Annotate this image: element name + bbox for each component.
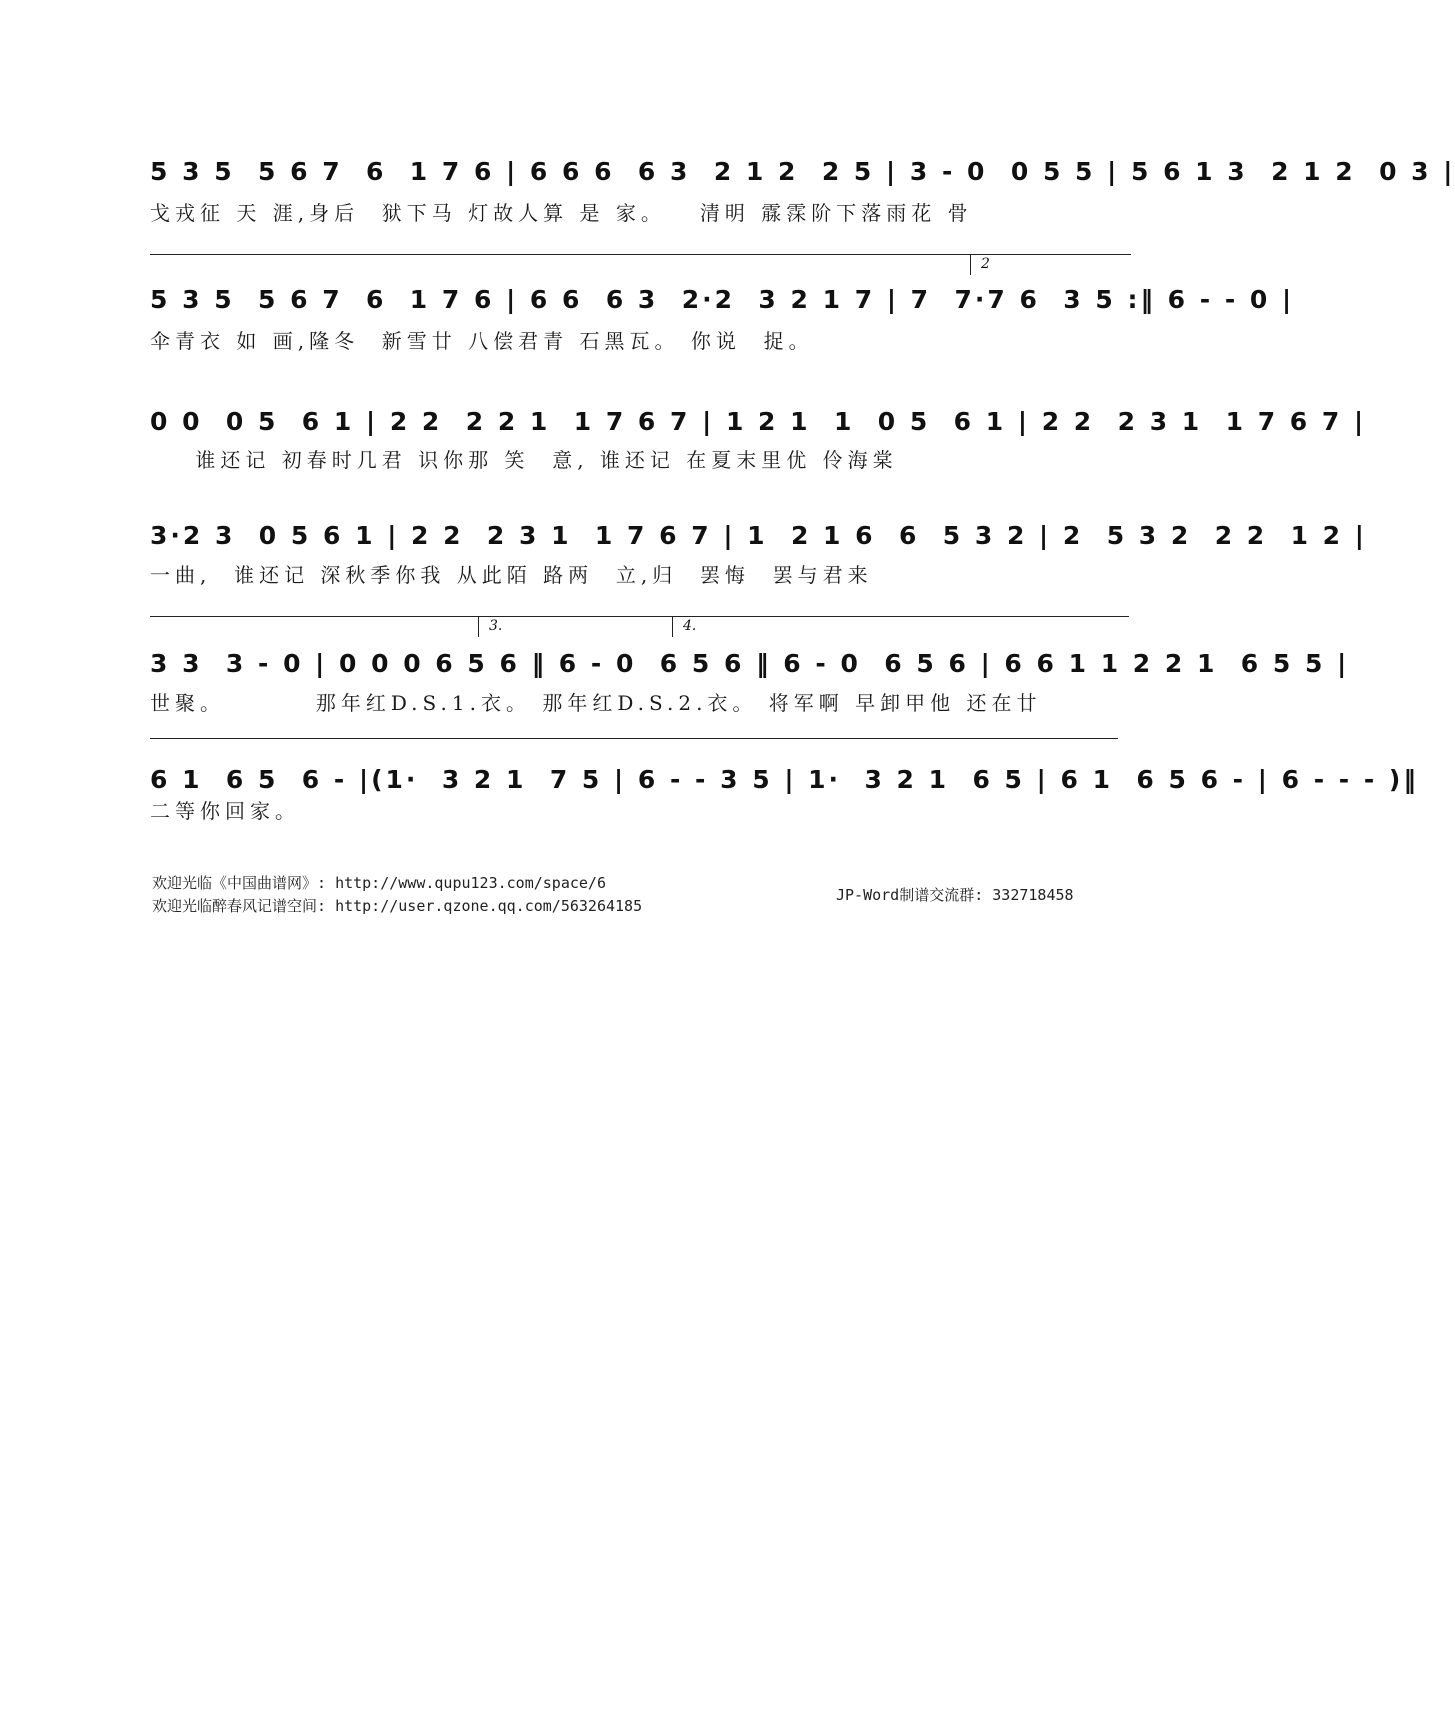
volta-bracket-4: 4. <box>672 616 1129 637</box>
lyric-line-2: 伞青衣 如 画,隆冬 新雪廿 八偿君青 石黑瓦。 你说 捉。 <box>150 329 814 353</box>
footer-group-info: JP-Word制谱交流群: 332718458 <box>836 886 1074 904</box>
notation-line-6: 6 1 6 5 6 - |(1· 3 2 1 7 5 | 6 - - 3 5 | 1· 3 2 1 6 5 | 6 1 6 5 6 - | 6 - - - )‖ <box>150 765 1419 794</box>
notation-line-5: 3 3 3 - 0 | 0 0 0 6 5 6 ‖ 6 - 0 6 5 6 ‖ 6 - 0 6 5 6 | 6 6 1 1 2 2 1 6 5 5 | <box>150 649 1350 678</box>
system-top-rule <box>150 738 1118 739</box>
lyric-line-4: 一曲, 谁还记 深秋季你我 从此陌 路两 立,归 罢悔 罢与君来 <box>150 563 873 587</box>
lyric-line-5: 世聚。 那年红D.S.1.衣。 那年红D.S.2.衣。 将军啊 早卸甲他 还在廿 <box>150 691 1042 715</box>
lyric-line-1: 戈戎征 天 涯,身后 狱下马 灯故人算 是 家。 清明 霡霂阶下落雨花 骨 <box>150 201 973 225</box>
notation-line-2: 5 3 5 5 6 7 6 1 7 6 | 6 6 6 3 2·2 3 2 1 7 | 7 7·7 6 3 5 :‖ 6 - - 0 | <box>150 285 1295 314</box>
notation-line-1: 5 3 5 5 6 7 6 1 7 6 | 6 6 6 6 3 2 1 2 2 5 | 3 - 0 0 5 5 | 5 6 1 3 2 1 2 0 3 | <box>150 157 1455 186</box>
lyric-line-3: 谁还记 初春时几君 识你那 笑 意, 谁还记 在夏末里优 伶海棠 <box>150 448 898 472</box>
notation-line-4: 3·2 3 0 5 6 1 | 2 2 2 3 1 1 7 6 7 | 1 2 1 6 6 5 3 2 | 2 5 3 2 2 2 1 2 | <box>150 521 1367 550</box>
footer-link-qzone[interactable]: 欢迎光临醉春风记谱空间: http://user.qzone.qq.com/563264185 <box>152 897 643 915</box>
volta-bracket-2: 2 <box>970 254 1131 275</box>
notation-line-3: 0 0 0 5 6 1 | 2 2 2 2 1 1 7 6 7 | 1 2 1 1 0 5 6 1 | 2 2 2 3 1 1 7 6 7 | <box>150 407 1367 436</box>
lyric-line-6: 二等你回家。 <box>150 799 300 823</box>
footer-links <box>152 872 642 918</box>
volta-bracket-3: 3. <box>478 616 659 637</box>
footer-link-qupu[interactable]: 欢迎光临《中国曲谱网》: http://www.qupu123.com/space/6 <box>152 874 606 892</box>
